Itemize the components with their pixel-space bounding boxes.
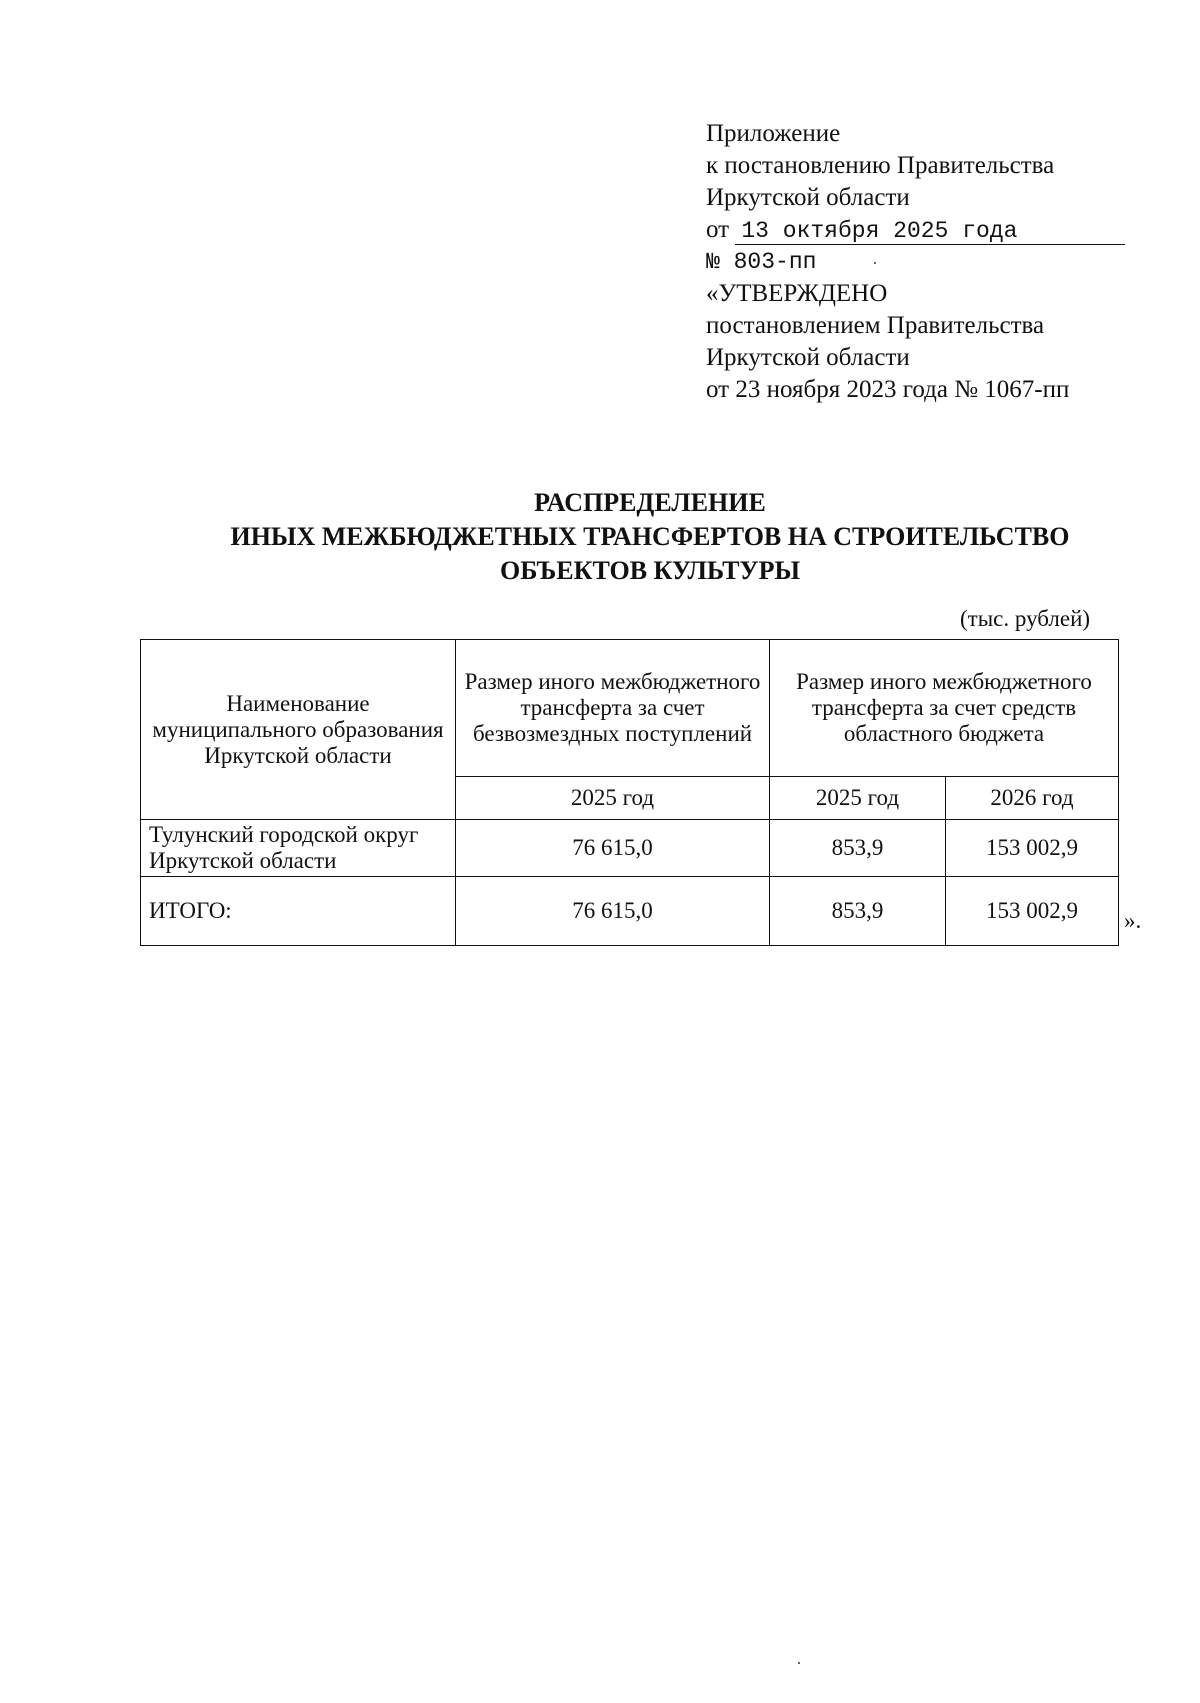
total-reg-2025: 853,9 — [770, 877, 946, 946]
appendix-decree-line: к постановлению Правительства — [706, 152, 1055, 179]
row-municipality: Тулунский городской округ Иркутской области — [141, 820, 456, 877]
approved-date-line: от 23 ноября 2023 года № 1067-пп — [706, 376, 1070, 403]
appendix-region-line: Иркутской области — [706, 184, 910, 211]
date-prefix: от — [706, 216, 730, 243]
appendix-date-line — [706, 214, 1125, 246]
approved-stamp-label: «УТВЕРЖДЕНО — [706, 280, 888, 307]
table-total-row — [141, 877, 1119, 946]
distribution-table — [140, 639, 1119, 946]
total-free-2025: 76 615,0 — [456, 877, 770, 946]
total-label: ИТОГО: — [141, 877, 456, 946]
appendix-label: Приложение — [706, 120, 841, 147]
row-reg-2026: 153 002,9 — [946, 820, 1119, 877]
row-reg-2025: 853,9 — [770, 820, 946, 877]
header-free-transfer: Размер иного межбюджетного трансферта за счет безвозмездных поступлений — [456, 640, 770, 777]
title-line-1: РАСПРЕДЕЛЕНИЕ — [534, 488, 766, 517]
title-line-2: ИНЫХ МЕЖБЮДЖЕТНЫХ ТРАНСФЕРТОВ НА СТРОИТЕЛЬСТВО — [230, 522, 1070, 551]
scan-speck — [874, 262, 876, 264]
year-2025-free: 2025 год — [456, 777, 770, 820]
decree-number: № 803-пп — [706, 249, 817, 275]
header-regional-transfer: Размер иного межбюджетного трансферта за счет средств областного бюджета — [770, 640, 1119, 777]
header-municipality: Наименование муниципального образования Иркутской области — [141, 640, 456, 820]
closing-quote: ». — [1124, 908, 1142, 933]
year-2026-regional: 2026 год — [946, 777, 1119, 820]
units-label: (тыс. рублей) — [960, 606, 1091, 631]
appendix-header — [706, 118, 1125, 406]
scan-speck — [798, 1662, 800, 1664]
approved-decree-line: постановлением Правительства — [706, 312, 1045, 339]
row-free-2025: 76 615,0 — [456, 820, 770, 877]
document-title — [120, 486, 1180, 588]
table-row — [141, 820, 1119, 877]
decree-date: 13 октября 2025 года — [735, 218, 1125, 245]
approved-region-line: Иркутской области — [706, 344, 910, 371]
total-reg-2026: 153 002,9 — [946, 877, 1119, 946]
title-line-3: ОБЪЕКТОВ КУЛЬТУРЫ — [499, 556, 800, 585]
year-2025-regional: 2025 год — [770, 777, 946, 820]
table-header-row — [141, 640, 1119, 777]
